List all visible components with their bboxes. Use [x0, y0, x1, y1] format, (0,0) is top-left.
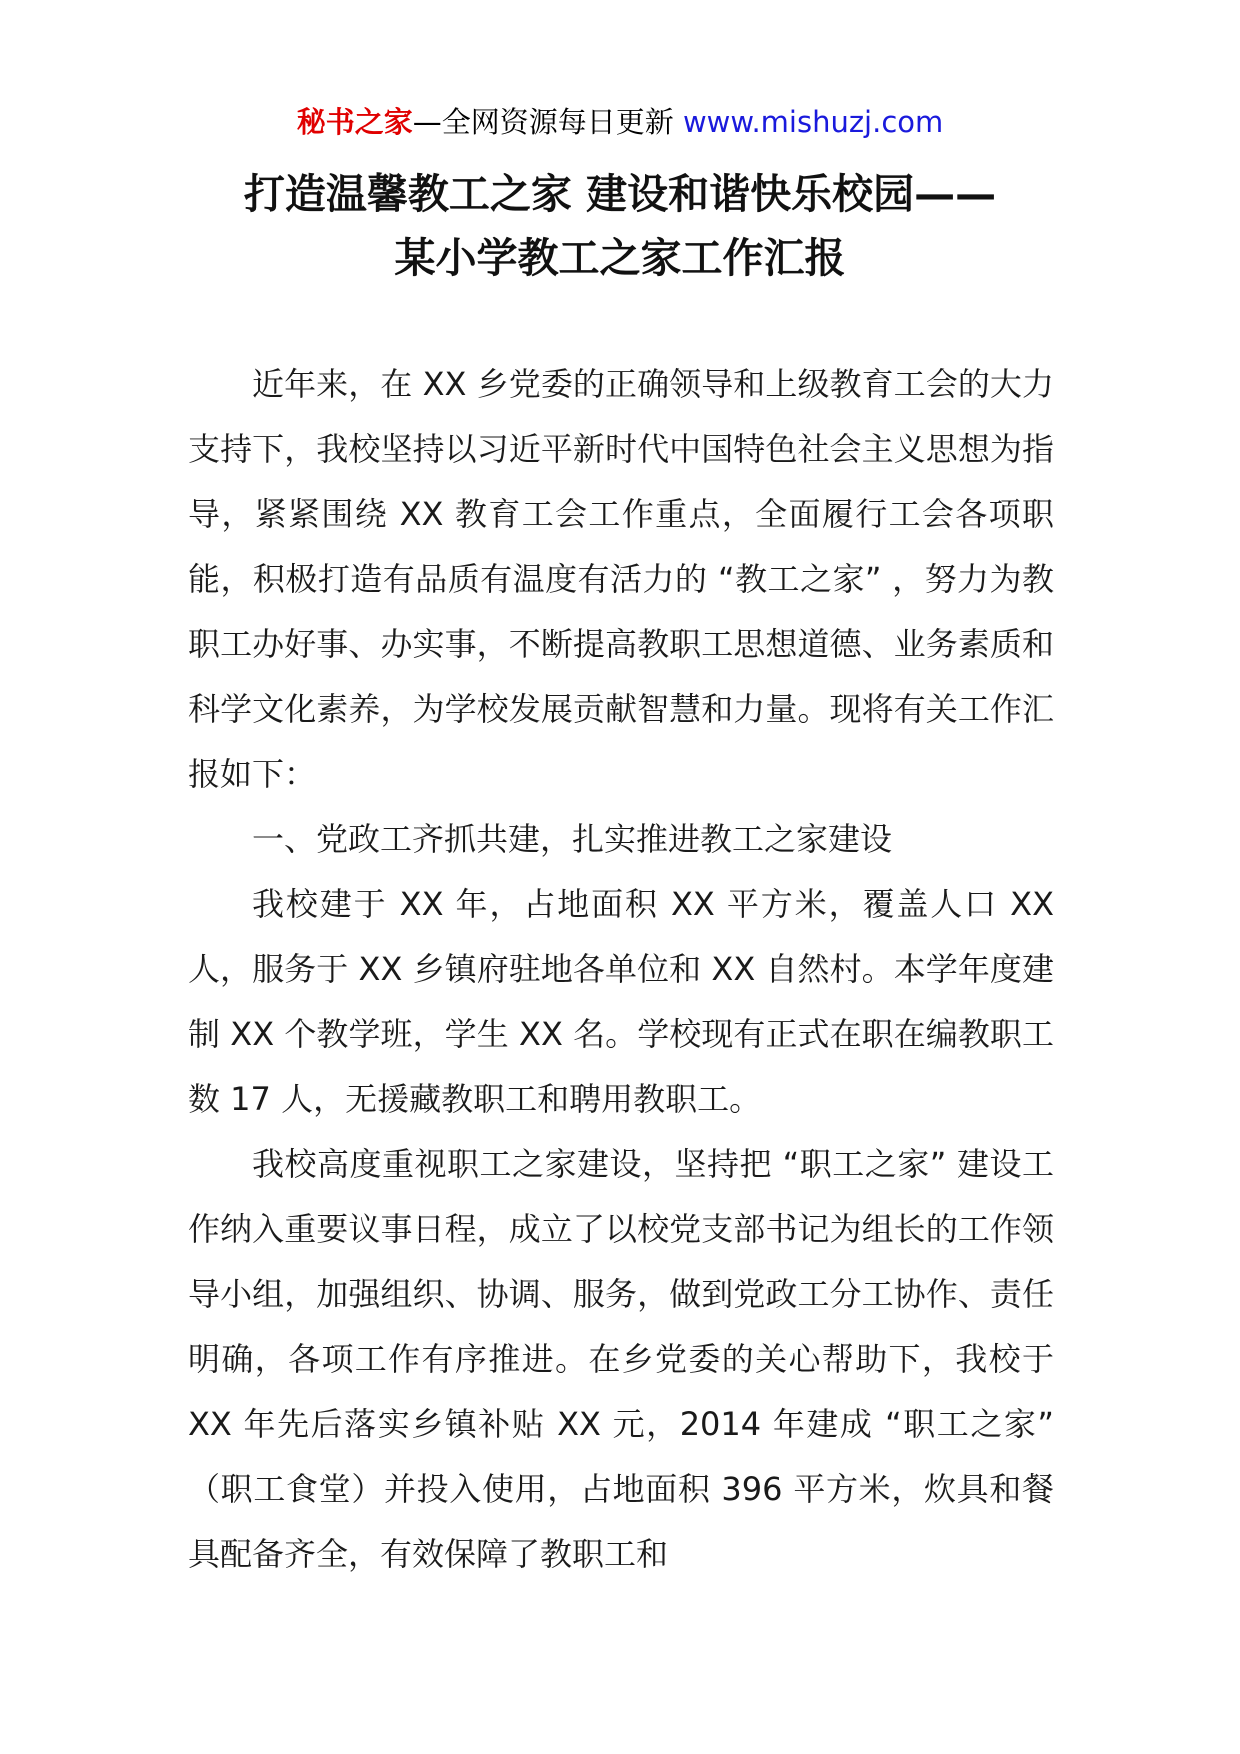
title-line-1: 打造温馨教工之家 建设和谐快乐校园——: [243, 170, 997, 218]
brand-name: 秘书之家: [296, 105, 413, 139]
paragraph-home-construction: 我校高度重视职工之家建设，坚持把 “职工之家” 建设工作纳入重要议事日程，成立了以校党支部书记为组长的工作领导小组，加强组织、协调、服务，做到党政工分工协作、责任明确，各项工作有序推进。在乡党委的关心帮助下，我校于 XX 年先后落实乡镇补贴 XX 元，2014 年建成 “职工之家” （职工食堂）并投入使用，占地面积 396 平方米，炊具和餐具配备齐全，有效保障了教职工和: [188, 1145, 1054, 1573]
paragraph-school-overview: 我校建于 XX 年，占地面积 XX 平方米，覆盖人口 XX 人，服务于 XX 乡镇府驻地各单位和 XX 自然村。本学年度建制 XX 个教学班，学生 XX 名。学校现有正式在职在编教职工数 17 人，无援藏教职工和聘用教职工。: [188, 885, 1054, 1118]
section-heading-1: 一、党政工齐抓共建，扎实推进教工之家建设: [252, 820, 893, 858]
site-header: [0, 102, 1240, 142]
title-line-2: 某小学教工之家工作汇报: [394, 234, 846, 282]
document-title: [0, 162, 1240, 290]
site-url-link[interactable]: www.mishuzj.com: [682, 105, 944, 139]
header-slogan: —全网资源每日更新: [412, 105, 683, 139]
paragraph-intro: 近年来，在 XX 乡党委的正确领导和上级教育工会的大力支持下，我校坚持以习近平新时代中国特色社会主义思想为指导，紧紧围绕 XX 教育工会工作重点，全面履行工会各项职能，积极打造有品质有温度有活力的 “教工之家” ，努力为教职工办好事、办实事，不断提高教职工思想道德、业务素质和科学文化素养，为学校发展贡献智慧和力量。现将有关工作汇报如下：: [188, 365, 1054, 793]
document-body: [188, 352, 1054, 1587]
